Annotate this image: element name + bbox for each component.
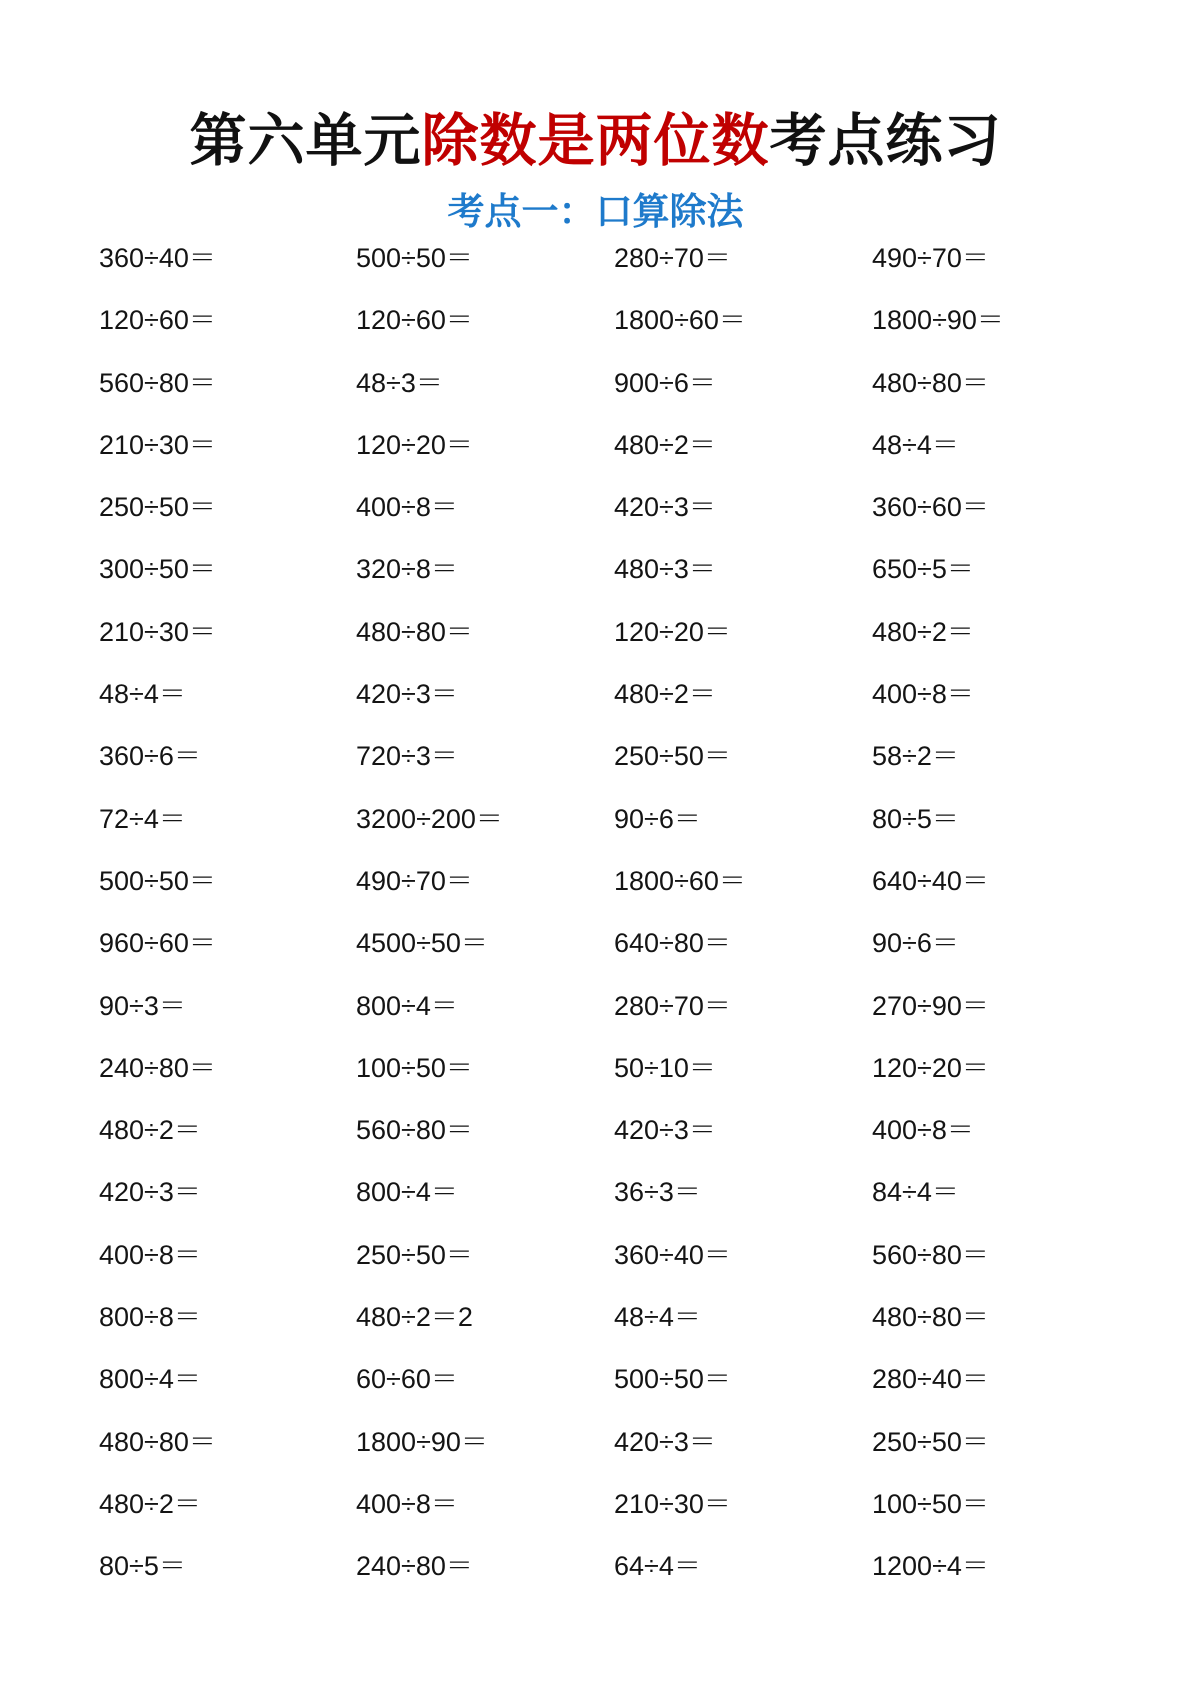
division-problem: 480÷3＝ — [614, 554, 716, 585]
division-problem: 270÷90＝ — [872, 990, 989, 1021]
division-problem: 90÷6＝ — [614, 803, 701, 834]
division-problem: 250÷50＝ — [99, 492, 216, 523]
title-highlight: 除数是两位数 — [421, 108, 770, 175]
division-problem: 250÷50＝ — [614, 741, 731, 772]
division-problem: 560÷80＝ — [99, 367, 216, 398]
problem-row — [0, 799, 1191, 861]
title-prefix: 第六单元 — [189, 108, 422, 175]
division-problem: 800÷4＝ — [356, 1177, 458, 1208]
problem-row — [0, 549, 1191, 611]
division-problem: 500÷50＝ — [614, 1364, 731, 1395]
division-problem: 90÷3＝ — [99, 990, 186, 1021]
division-problem: 800÷4＝ — [356, 990, 458, 1021]
problem-row — [0, 1484, 1191, 1546]
division-problem: 640÷80＝ — [614, 928, 731, 959]
problem-row — [0, 363, 1191, 425]
division-problem: 480÷2＝ — [872, 616, 974, 647]
division-problem: 84÷4＝ — [872, 1177, 959, 1208]
problem-row — [0, 1172, 1191, 1234]
problem-row — [0, 1546, 1191, 1608]
division-problem: 480÷80＝ — [99, 1426, 216, 1457]
division-problem: 490÷70＝ — [872, 243, 989, 273]
problem-row — [0, 1110, 1191, 1172]
division-problem: 640÷40＝ — [872, 865, 989, 896]
division-problem: 64÷4＝ — [614, 1551, 701, 1582]
division-problem: 480÷2＝2 — [356, 1302, 473, 1333]
division-problem: 100÷50＝ — [356, 1052, 473, 1083]
division-problem: 400÷8＝ — [356, 492, 458, 523]
problem-row — [0, 487, 1191, 549]
division-problem: 240÷80＝ — [99, 1052, 216, 1083]
division-problem: 280÷70＝ — [614, 990, 731, 1021]
division-problem: 420÷3＝ — [614, 1115, 716, 1146]
problem-row — [0, 736, 1191, 798]
division-problem: 210÷30＝ — [99, 429, 216, 460]
division-problem: 900÷6＝ — [614, 367, 716, 398]
division-problem: 500÷50＝ — [99, 865, 216, 896]
division-problem: 400÷8＝ — [99, 1239, 201, 1270]
problem-row — [0, 674, 1191, 736]
division-problem: 720÷3＝ — [356, 741, 458, 772]
division-problem: 360÷60＝ — [872, 492, 989, 523]
division-problem: 3200÷200＝ — [356, 803, 503, 834]
problem-grid — [0, 238, 1191, 1609]
division-problem: 400÷8＝ — [356, 1488, 458, 1519]
division-problem: 1800÷90＝ — [356, 1426, 488, 1457]
division-problem: 560÷80＝ — [872, 1239, 989, 1270]
division-problem: 420÷3＝ — [614, 1426, 716, 1457]
division-problem: 120÷20＝ — [614, 616, 731, 647]
division-problem: 48÷4＝ — [614, 1302, 701, 1333]
division-problem: 480÷2＝ — [614, 679, 716, 710]
division-problem: 480÷2＝ — [99, 1488, 201, 1519]
division-problem: 100÷50＝ — [872, 1488, 989, 1519]
division-problem: 120÷20＝ — [872, 1052, 989, 1083]
division-problem: 50÷10＝ — [614, 1052, 716, 1083]
division-problem: 90÷6＝ — [872, 928, 959, 959]
problem-row — [0, 861, 1191, 923]
division-problem: 480÷80＝ — [872, 1302, 989, 1333]
division-problem: 400÷8＝ — [872, 679, 974, 710]
division-problem: 480÷80＝ — [356, 616, 473, 647]
division-problem: 300÷50＝ — [99, 554, 216, 585]
division-problem: 360÷6＝ — [99, 741, 201, 772]
division-problem: 500÷50＝ — [356, 243, 473, 273]
division-problem: 58÷2＝ — [872, 741, 959, 772]
division-problem: 360÷40＝ — [99, 243, 216, 273]
division-problem: 800÷4＝ — [99, 1364, 201, 1395]
division-problem: 1800÷90＝ — [872, 305, 1004, 336]
division-problem: 280÷70＝ — [614, 243, 731, 273]
problem-row — [0, 1422, 1191, 1484]
division-problem: 120÷20＝ — [356, 429, 473, 460]
division-problem: 800÷8＝ — [99, 1302, 201, 1333]
problem-row — [0, 1235, 1191, 1297]
problem-row — [0, 425, 1191, 487]
division-problem: 72÷4＝ — [99, 803, 186, 834]
problem-row — [0, 986, 1191, 1048]
problem-row — [0, 1297, 1191, 1359]
division-problem: 36÷3＝ — [614, 1177, 701, 1208]
division-problem: 480÷2＝ — [614, 429, 716, 460]
division-problem: 320÷8＝ — [356, 554, 458, 585]
division-problem: 400÷8＝ — [872, 1115, 974, 1146]
division-problem: 48÷4＝ — [99, 679, 186, 710]
division-problem: 280÷40＝ — [872, 1364, 989, 1395]
division-problem: 490÷70＝ — [356, 865, 473, 896]
division-problem: 480÷80＝ — [872, 367, 989, 398]
division-problem: 360÷40＝ — [614, 1239, 731, 1270]
division-problem: 420÷3＝ — [99, 1177, 201, 1208]
division-problem: 80÷5＝ — [99, 1551, 186, 1582]
title-suffix: 考点练习 — [769, 108, 1002, 175]
division-problem: 210÷30＝ — [614, 1488, 731, 1519]
division-problem: 250÷50＝ — [872, 1426, 989, 1457]
division-problem: 1800÷60＝ — [614, 865, 746, 896]
page-title — [0, 108, 1191, 174]
division-problem: 4500÷50＝ — [356, 928, 488, 959]
division-problem: 420÷3＝ — [356, 679, 458, 710]
division-problem: 120÷60＝ — [356, 305, 473, 336]
division-problem: 250÷50＝ — [356, 1239, 473, 1270]
problem-row — [0, 612, 1191, 674]
section-heading: 考点一：口算除法 — [447, 189, 744, 233]
division-problem: 1800÷60＝ — [614, 305, 746, 336]
problem-row — [0, 923, 1191, 985]
division-problem: 80÷5＝ — [872, 803, 959, 834]
division-problem: 48÷3＝ — [356, 367, 443, 398]
problem-row — [0, 1359, 1191, 1421]
division-problem: 960÷60＝ — [99, 928, 216, 959]
problem-row — [0, 300, 1191, 362]
problem-row — [0, 1048, 1191, 1110]
division-problem: 120÷60＝ — [99, 305, 216, 336]
division-problem: 60÷60＝ — [356, 1364, 458, 1395]
division-problem: 210÷30＝ — [99, 616, 216, 647]
division-problem: 240÷80＝ — [356, 1551, 473, 1582]
division-problem: 48÷4＝ — [872, 429, 959, 460]
problem-row — [0, 238, 1191, 300]
division-problem: 480÷2＝ — [99, 1115, 201, 1146]
division-problem: 560÷80＝ — [356, 1115, 473, 1146]
division-problem: 1200÷4＝ — [872, 1551, 989, 1582]
division-problem: 420÷3＝ — [614, 492, 716, 523]
division-problem: 650÷5＝ — [872, 554, 974, 585]
